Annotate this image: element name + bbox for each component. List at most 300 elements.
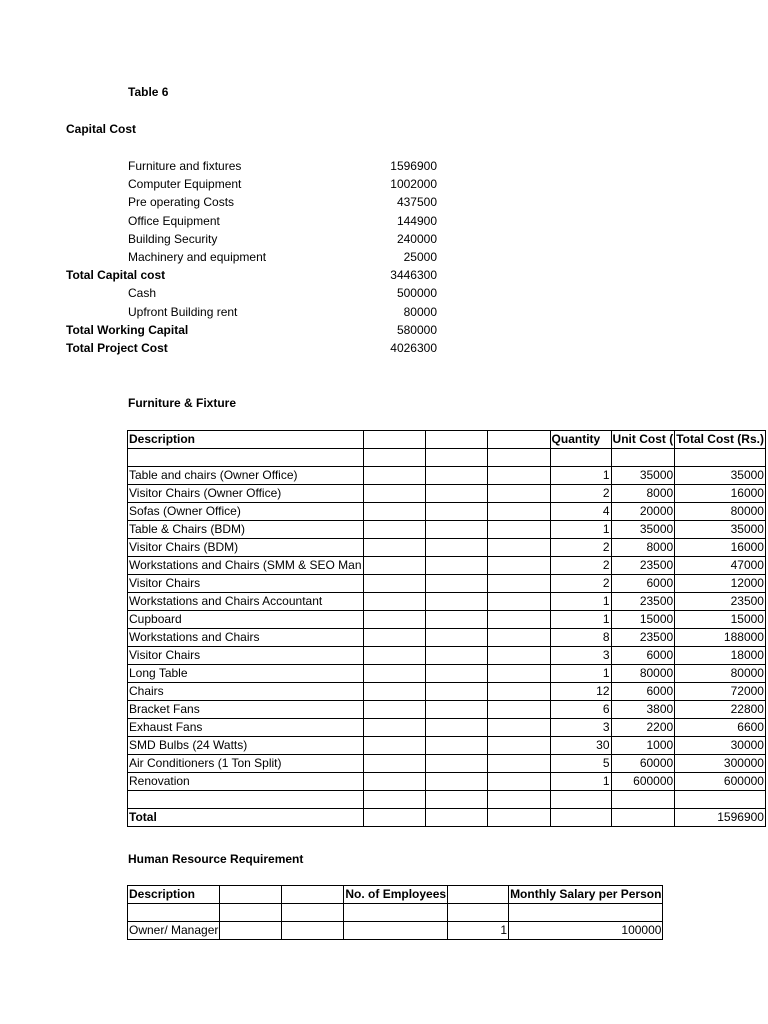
- empty-cell: [611, 449, 675, 467]
- row-total-cost-text: 23500: [730, 594, 764, 608]
- empty-cell: [550, 791, 611, 809]
- capital-cost-label: Office Equipment: [128, 213, 220, 228]
- row-quantity: [550, 683, 611, 701]
- empty-cell: [425, 521, 487, 539]
- capital-cost-label: Total Working Capital: [66, 322, 189, 337]
- empty-cell: [363, 719, 425, 737]
- table-label: Table 6: [128, 85, 169, 99]
- capital-cost-label: Machinery and equipment: [128, 250, 267, 264]
- hr-table: [127, 885, 663, 940]
- row-total-cost-text: 15000: [730, 612, 764, 626]
- empty-cell: [487, 791, 550, 809]
- empty-cell: [425, 773, 487, 791]
- capital-cost-row: [0, 175, 768, 193]
- capital-cost-row: [0, 230, 768, 248]
- row-quantity-text: 30: [596, 738, 610, 752]
- header-unit-cost-text: Unit Cost (: [612, 432, 674, 446]
- row-description-text: Long Table: [129, 666, 188, 680]
- row-quantity: [550, 665, 611, 683]
- empty-cell: [675, 791, 766, 809]
- row-description: [128, 593, 364, 611]
- empty-cell: [363, 521, 425, 539]
- row-total-cost-text: 300000: [723, 756, 764, 770]
- table-row: [128, 922, 663, 940]
- furniture-header-row: [128, 431, 766, 449]
- capital-cost-value: 580000: [396, 322, 437, 337]
- row-description: [128, 467, 364, 485]
- hr-row-description: [128, 922, 220, 940]
- row-description-text: Visitor Chairs: [129, 576, 201, 590]
- empty-cell: [448, 904, 509, 922]
- hr-header-employees: [344, 886, 448, 904]
- empty-cell: [425, 503, 487, 521]
- table-row: [128, 701, 766, 719]
- capital-cost-row: [0, 303, 768, 321]
- table-row: [128, 521, 766, 539]
- row-total-cost: [675, 719, 766, 737]
- row-description: [128, 629, 364, 647]
- hr-header-row: [128, 886, 663, 904]
- capital-cost-value: 500000: [396, 286, 437, 301]
- empty-cell: [220, 922, 282, 940]
- row-unit-cost: [611, 521, 675, 539]
- row-description: [128, 683, 364, 701]
- empty-cell: [448, 886, 509, 904]
- empty-cell: [611, 809, 675, 827]
- capital-cost-row: [0, 193, 768, 211]
- row-total-cost: [675, 611, 766, 629]
- capital-cost-row: [0, 266, 768, 284]
- empty-cell: [363, 665, 425, 683]
- row-unit-cost-text: 35000: [639, 468, 674, 482]
- empty-cell: [344, 922, 448, 940]
- row-total-cost: [675, 737, 766, 755]
- empty-cell: [363, 557, 425, 575]
- total-label: [128, 809, 364, 827]
- row-total-cost-text: 22800: [730, 702, 764, 716]
- row-quantity: [550, 557, 611, 575]
- table-row: [128, 611, 766, 629]
- empty-cell: [487, 647, 550, 665]
- empty-cell: [487, 539, 550, 557]
- empty-cell: [363, 449, 425, 467]
- row-quantity-text: 12: [596, 684, 610, 698]
- row-unit-cost: [611, 539, 675, 557]
- table-row: [128, 719, 766, 737]
- capital-cost-row: [0, 339, 768, 357]
- empty-cell: [363, 683, 425, 701]
- empty-cell: [282, 886, 344, 904]
- empty-cell: [363, 809, 425, 827]
- row-unit-cost: [611, 755, 675, 773]
- capital-cost-label: Upfront Building rent: [128, 304, 238, 319]
- row-description-text: Workstations and Chairs: [129, 630, 260, 644]
- row-total-cost-text: 80000: [730, 666, 764, 680]
- row-unit-cost: [611, 593, 675, 611]
- empty-cell: [487, 431, 550, 449]
- header-description: [128, 431, 364, 449]
- empty-cell: [425, 683, 487, 701]
- empty-cell: [487, 755, 550, 773]
- row-total-cost-text: 18000: [730, 648, 764, 662]
- row-total-cost-text: 188000: [723, 630, 764, 644]
- row-description-text: Table and chairs (Owner Office): [129, 468, 298, 482]
- empty-cell: [487, 719, 550, 737]
- row-quantity-text: 1: [602, 774, 610, 788]
- row-quantity: [550, 719, 611, 737]
- row-unit-cost-text: 6000: [646, 648, 674, 662]
- row-description: [128, 647, 364, 665]
- empty-cell: [363, 593, 425, 611]
- row-unit-cost: [611, 701, 675, 719]
- empty-cell: [487, 611, 550, 629]
- empty-cell: [220, 904, 282, 922]
- empty-cell: [363, 575, 425, 593]
- empty-cell: [487, 575, 550, 593]
- empty-cell: [487, 683, 550, 701]
- empty-cell: [282, 922, 344, 940]
- row-quantity: [550, 467, 611, 485]
- empty-cell: [363, 467, 425, 485]
- row-total-cost-text: 6600: [737, 720, 764, 734]
- row-description-text: Sofas (Owner Office): [129, 504, 241, 518]
- blank-row: [128, 904, 663, 922]
- row-description: [128, 503, 364, 521]
- row-total-cost: [675, 629, 766, 647]
- row-description-text: Air Conditioners (1 Ton Split): [129, 756, 282, 770]
- empty-cell: [344, 904, 448, 922]
- empty-cell: [425, 539, 487, 557]
- capital-cost-value: 1596900: [390, 159, 437, 173]
- row-total-cost-text: 35000: [730, 522, 764, 536]
- row-unit-cost: [611, 575, 675, 593]
- empty-cell: [425, 431, 487, 449]
- row-description: [128, 485, 364, 503]
- hr-header-description-text: Description: [129, 887, 196, 901]
- row-description: [128, 737, 364, 755]
- row-quantity-text: 2: [602, 576, 610, 590]
- row-description: [128, 557, 364, 575]
- capital-cost-value: 4026300: [390, 341, 437, 355]
- capital-cost-value: 3446300: [390, 268, 437, 283]
- capital-cost-row: [0, 284, 768, 302]
- row-description-text: Bracket Fans: [129, 702, 200, 716]
- empty-cell: [363, 791, 425, 809]
- row-unit-cost-text: 23500: [639, 558, 674, 572]
- row-quantity: [550, 611, 611, 629]
- row-quantity: [550, 773, 611, 791]
- row-unit-cost-text: 600000: [633, 774, 674, 788]
- capital-cost-row: [0, 321, 768, 339]
- total-value: [675, 809, 766, 827]
- capital-cost-value: 240000: [396, 231, 437, 246]
- row-quantity-text: 4: [602, 504, 610, 518]
- capital-cost-value: 144900: [396, 213, 437, 228]
- capital-cost-label: Furniture and fixtures: [128, 159, 242, 173]
- empty-cell: [425, 701, 487, 719]
- row-total-cost: [675, 539, 766, 557]
- hr-row-employees: [448, 922, 509, 940]
- empty-cell: [425, 449, 487, 467]
- row-quantity: [550, 503, 611, 521]
- row-unit-cost-text: 23500: [639, 594, 674, 608]
- blank-row: [128, 791, 766, 809]
- empty-cell: [487, 467, 550, 485]
- header-quantity: [550, 431, 611, 449]
- row-quantity: [550, 593, 611, 611]
- row-quantity-text: 8: [602, 630, 610, 644]
- row-description-text: Chairs: [129, 684, 164, 698]
- row-total-cost-text: 72000: [730, 684, 764, 698]
- row-unit-cost: [611, 467, 675, 485]
- row-quantity-text: 1: [602, 468, 610, 482]
- empty-cell: [487, 665, 550, 683]
- row-unit-cost-text: 6000: [646, 576, 674, 590]
- row-quantity-text: 1: [602, 594, 610, 608]
- row-total-cost-text: 12000: [730, 576, 764, 590]
- empty-cell: [487, 593, 550, 611]
- total-row: [128, 809, 766, 827]
- row-unit-cost: [611, 719, 675, 737]
- row-unit-cost-text: 20000: [639, 504, 674, 518]
- empty-cell: [487, 629, 550, 647]
- row-unit-cost-text: 35000: [639, 522, 674, 536]
- row-quantity: [550, 575, 611, 593]
- empty-cell: [425, 755, 487, 773]
- empty-cell: [128, 449, 364, 467]
- empty-cell: [425, 485, 487, 503]
- table-row: [128, 503, 766, 521]
- table-row: [128, 539, 766, 557]
- row-unit-cost-text: 60000: [639, 756, 674, 770]
- row-total-cost: [675, 593, 766, 611]
- row-quantity-text: 2: [602, 558, 610, 572]
- row-total-cost: [675, 755, 766, 773]
- capital-cost-row: [0, 212, 768, 230]
- row-description: [128, 611, 364, 629]
- capital-cost-label: Total Project Cost: [66, 341, 168, 355]
- row-unit-cost-text: 3800: [646, 702, 674, 716]
- empty-cell: [425, 647, 487, 665]
- row-description-text: Visitor Chairs (BDM): [129, 540, 239, 554]
- empty-cell: [550, 809, 611, 827]
- row-quantity-text: 2: [602, 540, 610, 554]
- capital-cost-value: 437500: [396, 195, 437, 210]
- row-quantity: [550, 629, 611, 647]
- capital-cost-value: 80000: [403, 304, 437, 319]
- row-quantity-text: 5: [602, 756, 610, 770]
- row-total-cost-text: 35000: [730, 468, 764, 482]
- row-quantity-text: 1: [602, 522, 610, 536]
- row-description: [128, 755, 364, 773]
- row-total-cost-text: 600000: [723, 774, 764, 788]
- empty-cell: [363, 755, 425, 773]
- empty-cell: [425, 611, 487, 629]
- row-unit-cost-text: 15000: [639, 612, 674, 626]
- row-unit-cost-text: 1000: [646, 738, 674, 752]
- row-unit-cost: [611, 485, 675, 503]
- table-row: [128, 755, 766, 773]
- empty-cell: [363, 485, 425, 503]
- empty-cell: [487, 521, 550, 539]
- table-row: [128, 773, 766, 791]
- row-total-cost: [675, 701, 766, 719]
- row-description-text: Workstations and Chairs Accountant: [129, 594, 323, 608]
- table-row: [128, 593, 766, 611]
- table-row: [128, 557, 766, 575]
- row-description-text: Renovation: [129, 774, 190, 788]
- row-unit-cost: [611, 665, 675, 683]
- row-quantity: [550, 485, 611, 503]
- empty-cell: [363, 647, 425, 665]
- header-total-cost-text: Total Cost (Rs.): [676, 432, 764, 446]
- row-quantity: [550, 701, 611, 719]
- empty-cell: [220, 886, 282, 904]
- row-unit-cost: [611, 773, 675, 791]
- total-value-text: 1596900: [717, 810, 764, 824]
- empty-cell: [487, 485, 550, 503]
- empty-cell: [363, 629, 425, 647]
- table-row: [128, 575, 766, 593]
- row-total-cost-text: 16000: [730, 540, 764, 554]
- hr-row-description-text: Owner/ Manager: [129, 923, 219, 937]
- empty-cell: [363, 431, 425, 449]
- row-unit-cost: [611, 611, 675, 629]
- blank-row: [128, 449, 766, 467]
- row-unit-cost: [611, 683, 675, 701]
- hr-header-employees-text: No. of Employees: [345, 887, 447, 901]
- table-row: [128, 665, 766, 683]
- hr-header-description: [128, 886, 220, 904]
- empty-cell: [487, 557, 550, 575]
- empty-cell: [363, 611, 425, 629]
- hr-header-salary-text: Monthly Salary per Person: [510, 887, 662, 901]
- row-unit-cost-text: 8000: [646, 540, 674, 554]
- row-description: [128, 575, 364, 593]
- empty-cell: [550, 449, 611, 467]
- row-unit-cost-text: 2200: [646, 720, 674, 734]
- empty-cell: [128, 904, 220, 922]
- empty-cell: [425, 629, 487, 647]
- row-description: [128, 719, 364, 737]
- row-description-text: Cupboard: [129, 612, 182, 626]
- empty-cell: [487, 737, 550, 755]
- row-unit-cost-text: 6000: [646, 684, 674, 698]
- empty-cell: [611, 791, 675, 809]
- row-quantity: [550, 647, 611, 665]
- empty-cell: [363, 701, 425, 719]
- furniture-table: [127, 430, 766, 827]
- capital-cost-label: Computer Equipment: [128, 177, 242, 192]
- row-description-text: Exhaust Fans: [129, 720, 203, 734]
- empty-cell: [425, 575, 487, 593]
- row-total-cost: [675, 503, 766, 521]
- empty-cell: [363, 539, 425, 557]
- row-description-text: Visitor Chairs: [129, 648, 201, 662]
- row-quantity-text: 6: [602, 702, 610, 716]
- row-quantity-text: 1: [602, 612, 610, 626]
- empty-cell: [487, 701, 550, 719]
- row-unit-cost: [611, 647, 675, 665]
- row-total-cost: [675, 467, 766, 485]
- row-total-cost-text: 47000: [730, 558, 764, 572]
- header-quantity-text: Quantity: [551, 432, 601, 446]
- table-row: [128, 629, 766, 647]
- row-quantity-text: 3: [602, 648, 610, 662]
- empty-cell: [425, 665, 487, 683]
- row-unit-cost: [611, 557, 675, 575]
- furniture-heading: Furniture & Fixture: [128, 396, 237, 410]
- row-unit-cost: [611, 629, 675, 647]
- header-total-cost: [675, 431, 766, 449]
- row-total-cost: [675, 773, 766, 791]
- row-total-cost: [675, 485, 766, 503]
- empty-cell: [425, 809, 487, 827]
- row-total-cost-text: 80000: [730, 504, 764, 518]
- row-description-text: Table & Chairs (BDM): [129, 522, 246, 536]
- capital-cost-value: 25000: [403, 250, 437, 264]
- row-total-cost: [675, 647, 766, 665]
- row-description: [128, 701, 364, 719]
- empty-cell: [363, 737, 425, 755]
- empty-cell: [425, 593, 487, 611]
- empty-cell: [282, 904, 344, 922]
- row-description-text: Workstations and Chairs (SMM & SEO Man: [129, 558, 362, 572]
- row-unit-cost: [611, 503, 675, 521]
- empty-cell: [487, 809, 550, 827]
- header-unit-cost: [611, 431, 675, 449]
- hr-header-salary: [509, 886, 663, 904]
- capital-cost-label: Building Security: [128, 231, 218, 246]
- empty-cell: [425, 557, 487, 575]
- row-description-text: Visitor Chairs (Owner Office): [129, 486, 282, 500]
- row-quantity: [550, 539, 611, 557]
- empty-cell: [363, 503, 425, 521]
- empty-cell: [675, 449, 766, 467]
- capital-cost-value: 1002000: [390, 177, 437, 192]
- empty-cell: [509, 904, 663, 922]
- table-row: [128, 467, 766, 485]
- row-total-cost: [675, 683, 766, 701]
- empty-cell: [425, 467, 487, 485]
- row-description: [128, 665, 364, 683]
- row-total-cost: [675, 665, 766, 683]
- empty-cell: [425, 719, 487, 737]
- row-total-cost-text: 16000: [730, 486, 764, 500]
- capital-cost-heading: Capital Cost: [66, 122, 137, 136]
- row-description-text: SMD Bulbs (24 Watts): [129, 738, 248, 752]
- capital-cost-row: [0, 157, 768, 175]
- row-unit-cost-text: 80000: [639, 666, 674, 680]
- table-row: [128, 737, 766, 755]
- row-quantity-text: 1: [602, 666, 610, 680]
- row-description: [128, 539, 364, 557]
- capital-cost-label: Pre operating Costs: [128, 195, 235, 210]
- empty-cell: [425, 737, 487, 755]
- row-total-cost-text: 30000: [730, 738, 764, 752]
- table-row: [128, 647, 766, 665]
- row-quantity: [550, 755, 611, 773]
- hr-row-employees-text: 1: [500, 923, 508, 937]
- empty-cell: [425, 791, 487, 809]
- empty-cell: [487, 773, 550, 791]
- hr-row-salary: [509, 922, 663, 940]
- row-description: [128, 521, 364, 539]
- row-unit-cost-text: 8000: [646, 486, 674, 500]
- row-quantity: [550, 737, 611, 755]
- row-unit-cost-text: 23500: [639, 630, 674, 644]
- row-description: [128, 773, 364, 791]
